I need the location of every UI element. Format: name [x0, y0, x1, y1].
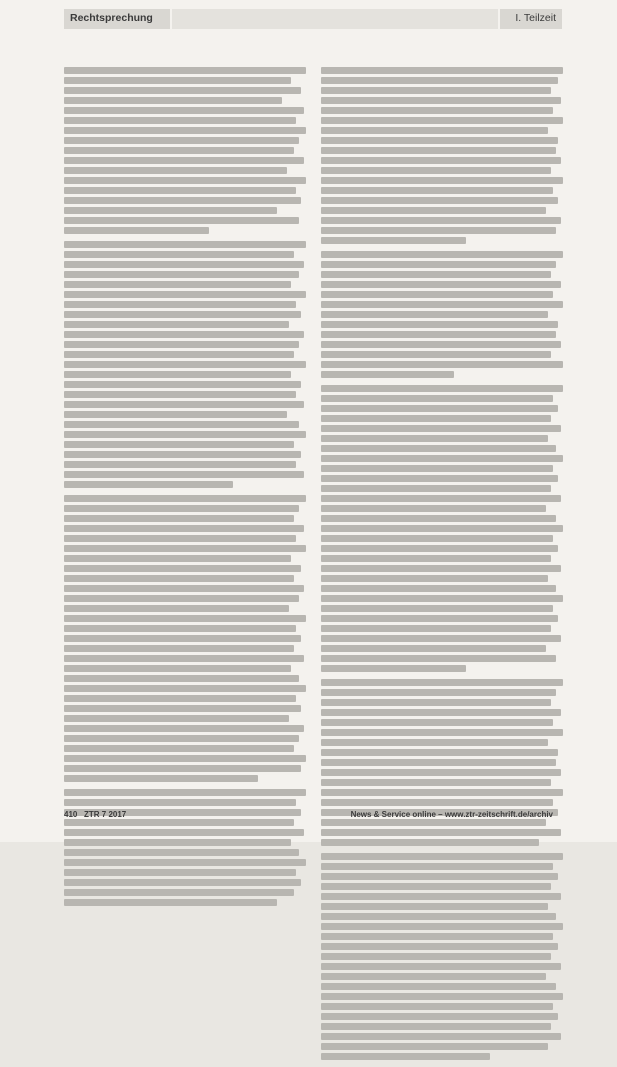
illegible-text-line: [321, 903, 548, 910]
illegible-text-line: [64, 545, 306, 552]
illegible-text-line: [64, 147, 294, 154]
illegible-text-line: [64, 505, 299, 512]
illegible-text-line: [321, 291, 553, 298]
text-paragraph: [321, 853, 563, 1060]
illegible-text-line: [321, 699, 551, 706]
illegible-text-line: [321, 645, 546, 652]
illegible-text-line: [64, 127, 306, 134]
running-header-section-tab: [64, 9, 170, 29]
illegible-text-line: [321, 425, 561, 432]
illegible-text-line: [321, 709, 561, 716]
left-text-column: [64, 64, 306, 913]
illegible-text-line: [321, 983, 556, 990]
illegible-text-line: [321, 893, 561, 900]
illegible-text-line: [321, 465, 553, 472]
illegible-text-line: [64, 261, 304, 268]
illegible-text-line: [321, 749, 558, 756]
illegible-text-line: [321, 445, 556, 452]
illegible-text-line: [321, 107, 553, 114]
illegible-text-line: [321, 331, 556, 338]
illegible-text-line: [64, 157, 304, 164]
illegible-text-line: [321, 933, 553, 940]
illegible-text-line: [64, 117, 296, 124]
text-paragraph: [321, 251, 563, 378]
illegible-text-line: [64, 675, 299, 682]
illegible-text-line: [64, 655, 304, 662]
illegible-text-line: [64, 849, 299, 856]
illegible-text-line: [321, 585, 556, 592]
illegible-text-line: [321, 395, 553, 402]
illegible-text-line: [321, 535, 553, 542]
illegible-text-line: [321, 665, 466, 672]
illegible-text-line: [321, 993, 563, 1000]
illegible-text-line: [321, 147, 556, 154]
illegible-text-line: [64, 595, 299, 602]
illegible-text-line: [321, 555, 551, 562]
illegible-text-line: [321, 281, 561, 288]
illegible-text-line: [64, 291, 306, 298]
illegible-text-line: [321, 271, 551, 278]
illegible-text-line: [64, 615, 306, 622]
illegible-text-line: [321, 839, 539, 846]
illegible-text-line: [321, 923, 563, 930]
illegible-text-line: [321, 237, 466, 244]
illegible-text-line: [64, 217, 299, 224]
text-paragraph: [64, 241, 306, 488]
illegible-text-line: [64, 167, 287, 174]
text-paragraph: [64, 67, 306, 234]
illegible-text-line: [321, 1013, 558, 1020]
illegible-text-line: [64, 341, 299, 348]
illegible-text-line: [321, 321, 558, 328]
illegible-text-line: [64, 77, 291, 84]
illegible-text-line: [321, 1033, 561, 1040]
text-paragraph: [64, 789, 306, 906]
illegible-text-line: [321, 301, 563, 308]
illegible-text-line: [64, 331, 304, 338]
illegible-text-line: [321, 625, 551, 632]
illegible-text-line: [321, 177, 563, 184]
illegible-text-line: [321, 655, 556, 662]
illegible-text-line: [64, 645, 294, 652]
illegible-text-line: [64, 685, 306, 692]
illegible-text-line: [321, 261, 556, 268]
text-paragraph: [321, 67, 563, 244]
illegible-text-line: [64, 765, 301, 772]
illegible-text-line: [321, 605, 553, 612]
illegible-text-line: [64, 207, 277, 214]
illegible-text-line: [64, 555, 291, 562]
illegible-text-line: [64, 635, 301, 642]
illegible-text-line: [321, 759, 556, 766]
illegible-text-line: [321, 207, 546, 214]
illegible-text-line: [64, 441, 294, 448]
illegible-text-line: [321, 361, 563, 368]
illegible-text-line: [321, 197, 558, 204]
illegible-text-line: [321, 729, 563, 736]
illegible-text-line: [321, 863, 553, 870]
illegible-text-line: [321, 1003, 553, 1010]
illegible-text-line: [321, 913, 556, 920]
illegible-text-line: [64, 829, 304, 836]
illegible-text-line: [64, 227, 209, 234]
illegible-text-line: [321, 769, 561, 776]
illegible-text-line: [321, 157, 561, 164]
illegible-text-line: [64, 301, 296, 308]
illegible-text-line: [64, 481, 233, 488]
illegible-text-line: [64, 177, 306, 184]
journal-issue: ZTR 7 2017: [84, 810, 127, 819]
illegible-text-line: [321, 77, 558, 84]
illegible-text-line: [64, 695, 296, 702]
illegible-text-line: [321, 97, 561, 104]
illegible-text-line: [64, 889, 294, 896]
illegible-text-line: [321, 689, 556, 696]
illegible-text-line: [321, 217, 561, 224]
illegible-text-line: [64, 715, 289, 722]
illegible-text-line: [321, 595, 563, 602]
illegible-text-line: [321, 341, 561, 348]
illegible-text-line: [321, 565, 561, 572]
illegible-text-line: [64, 411, 287, 418]
illegible-text-line: [64, 789, 306, 796]
illegible-text-line: [64, 535, 296, 542]
illegible-text-line: [321, 789, 563, 796]
illegible-text-line: [64, 371, 291, 378]
illegible-text-line: [64, 471, 304, 478]
illegible-text-line: [321, 1053, 490, 1060]
illegible-text-line: [64, 735, 299, 742]
text-paragraph: [321, 385, 563, 672]
illegible-text-line: [321, 963, 561, 970]
illegible-text-line: [64, 381, 301, 388]
illegible-text-line: [321, 1043, 548, 1050]
illegible-text-line: [321, 525, 563, 532]
illegible-text-line: [321, 227, 556, 234]
illegible-text-line: [64, 137, 299, 144]
illegible-text-line: [64, 859, 306, 866]
illegible-text-line: [321, 853, 563, 860]
illegible-text-line: [321, 415, 551, 422]
illegible-text-line: [321, 973, 546, 980]
illegible-text-line: [64, 241, 306, 248]
illegible-text-line: [64, 495, 306, 502]
illegible-text-line: [64, 839, 291, 846]
illegible-text-line: [321, 829, 561, 836]
illegible-text-line: [64, 321, 289, 328]
illegible-text-line: [321, 873, 558, 880]
illegible-text-line: [64, 421, 299, 428]
illegible-text-line: [64, 311, 301, 318]
illegible-text-line: [321, 485, 551, 492]
illegible-text-line: [64, 361, 306, 368]
illegible-text-line: [64, 351, 294, 358]
illegible-text-line: [64, 745, 294, 752]
illegible-text-line: [64, 605, 289, 612]
illegible-text-line: [321, 575, 548, 582]
illegible-text-line: [64, 625, 296, 632]
illegible-text-line: [64, 281, 291, 288]
running-header-rule: [172, 9, 498, 29]
illegible-text-line: [64, 755, 306, 762]
illegible-text-line: [64, 775, 258, 782]
category-title: I. Teilzeit: [515, 12, 556, 24]
illegible-text-line: [321, 679, 563, 686]
illegible-text-line: [321, 739, 548, 746]
running-header-category-tab: [500, 9, 562, 29]
illegible-text-line: [64, 869, 296, 876]
illegible-text-line: [64, 431, 306, 438]
illegible-text-line: [64, 197, 301, 204]
illegible-text-line: [64, 665, 291, 672]
illegible-text-line: [321, 167, 551, 174]
illegible-text-line: [64, 401, 304, 408]
illegible-text-line: [64, 725, 304, 732]
illegible-text-line: [64, 391, 296, 398]
illegible-text-line: [64, 67, 306, 74]
illegible-text-line: [64, 799, 296, 806]
illegible-text-line: [64, 705, 301, 712]
illegible-text-line: [64, 461, 296, 468]
illegible-text-line: [321, 615, 558, 622]
illegible-text-line: [321, 545, 558, 552]
illegible-text-line: [321, 943, 558, 950]
illegible-text-line: [321, 137, 558, 144]
illegible-text-line: [321, 87, 551, 94]
illegible-text-line: [321, 187, 553, 194]
illegible-text-line: [64, 87, 301, 94]
illegible-text-line: [64, 899, 277, 906]
text-paragraph: [64, 495, 306, 782]
illegible-text-line: [321, 405, 558, 412]
illegible-text-line: [321, 311, 548, 318]
illegible-text-line: [321, 883, 551, 890]
illegible-text-line: [321, 351, 551, 358]
illegible-text-line: [321, 1023, 551, 1030]
illegible-text-line: [321, 127, 548, 134]
right-text-column: [321, 64, 563, 1067]
illegible-text-line: [321, 779, 551, 786]
illegible-text-line: [64, 271, 299, 278]
illegible-text-line: [64, 585, 304, 592]
illegible-text-line: [321, 251, 563, 258]
illegible-text-line: [321, 455, 563, 462]
illegible-text-line: [321, 385, 563, 392]
illegible-text-line: [321, 435, 548, 442]
archive-link[interactable]: News & Service online – www.ztr-zeitschrift.de/archiv: [350, 810, 553, 819]
illegible-text-line: [64, 251, 294, 258]
illegible-text-line: [321, 475, 558, 482]
illegible-text-line: [64, 565, 301, 572]
illegible-text-line: [321, 117, 563, 124]
illegible-text-line: [64, 187, 296, 194]
illegible-text-line: [64, 451, 301, 458]
illegible-text-line: [64, 107, 304, 114]
illegible-text-line: [64, 525, 304, 532]
illegible-text-line: [321, 635, 561, 642]
illegible-text-line: [64, 515, 294, 522]
illegible-text-line: [64, 575, 294, 582]
illegible-text-line: [321, 371, 454, 378]
page-number: 410: [64, 810, 78, 819]
illegible-text-line: [321, 953, 551, 960]
illegible-text-line: [321, 719, 553, 726]
illegible-text-line: [321, 67, 563, 74]
illegible-text-line: [321, 515, 556, 522]
illegible-text-line: [64, 879, 301, 886]
illegible-text-line: [321, 505, 546, 512]
page-footer: [64, 810, 553, 824]
section-title: Rechtsprechung: [70, 12, 153, 24]
illegible-text-line: [321, 495, 561, 502]
illegible-text-line: [64, 97, 282, 104]
illegible-text-line: [321, 799, 553, 806]
